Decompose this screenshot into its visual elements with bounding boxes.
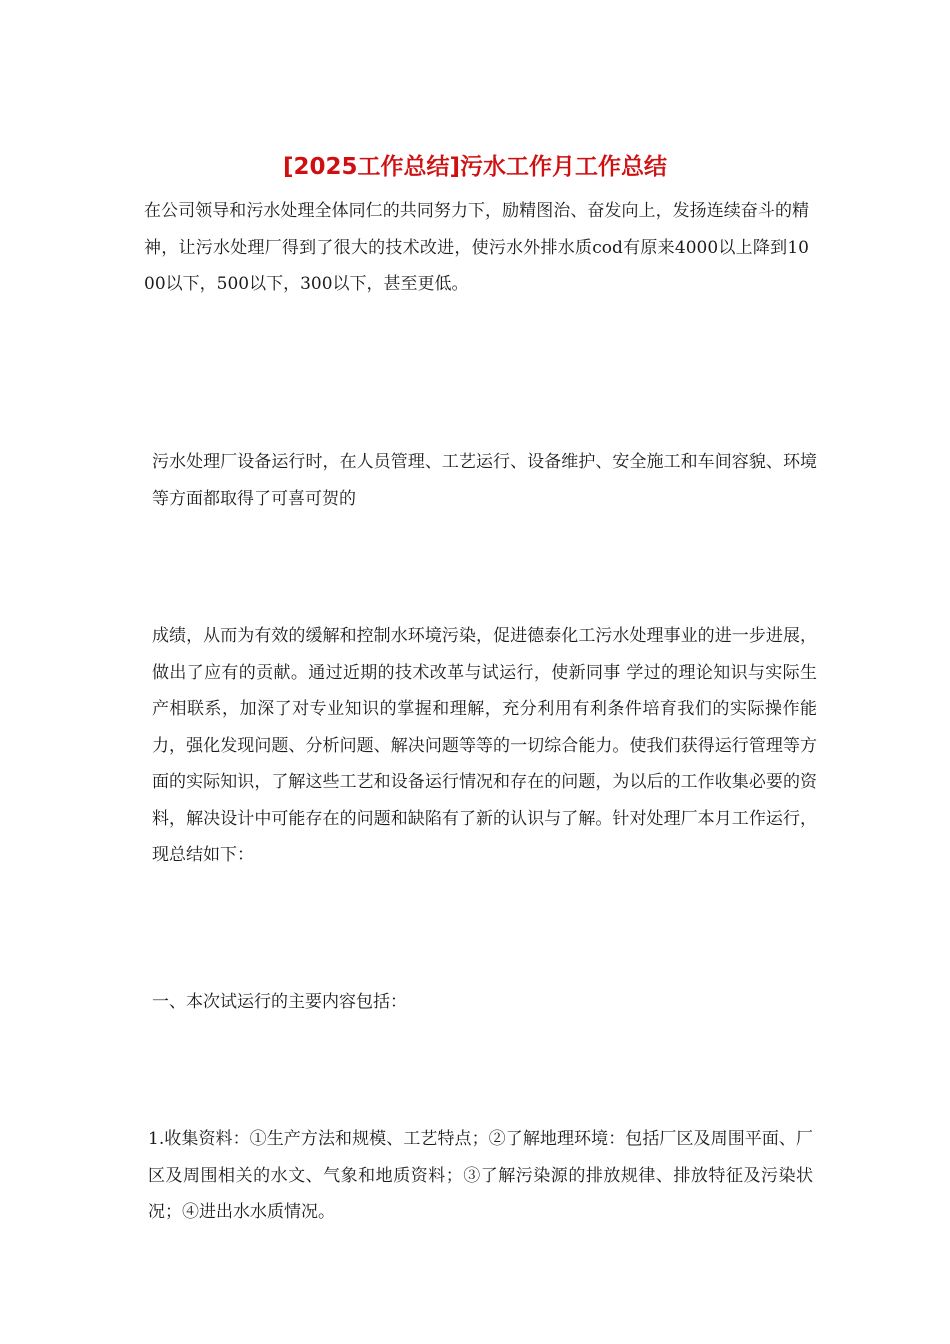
section-heading-trial-content: 一、本次试运行的主要内容包括：: [152, 992, 407, 1012]
paragraph-achievements: 成绩，从而为有效的缓解和控制水环境污染，促进德泰化工污水处理事业的进一步进展，做出了应有的贡献。通过近期的技术改革与试运行，使新同事 学过的理论知识与实际生产相联系，加深了对专业知识的掌握和理解，充分利用有利条件培育我们的实际操作能力，强化发现问题、分析问题、解决问题等等的一切综合能力。使我们获得运行管理等方面的实际知识，了解这些工艺和设备运行情况和存在的问题，为以后的工作收集必要的资料，解决设计中可能存在的问题和缺陷有了新的认识与了解。针对处理厂本月工作运行，现总结如下：: [152, 626, 817, 865]
paragraph-equipment: 污水处理厂设备运行时，在人员管理、工艺运行、设备维护、安全施工和车间容貌、环境等方面都取得了可喜可贺的: [152, 452, 817, 509]
paragraph-collect-data: 1.收集资料：①生产方法和规模、工艺特点；②了解地理环境：包括厂区及周围平面、厂区及周围相关的水文、气象和地质资料；③了解污染源的排放规律、排放特征及污染状况；④进出水水质情况。: [148, 1129, 813, 1222]
paragraph-intro: 在公司领导和污水处理全体同仁的共同努力下，励精图治、奋发向上，发扬连续奋斗的精神，让污水处理厂得到了很大的技术改进，使污水外排水质cod有原来4000以上降到1000以下，500以下，300以下，甚至更低。: [144, 201, 809, 294]
document-title: [2025工作总结]污水工作月工作总结: [282, 154, 668, 180]
